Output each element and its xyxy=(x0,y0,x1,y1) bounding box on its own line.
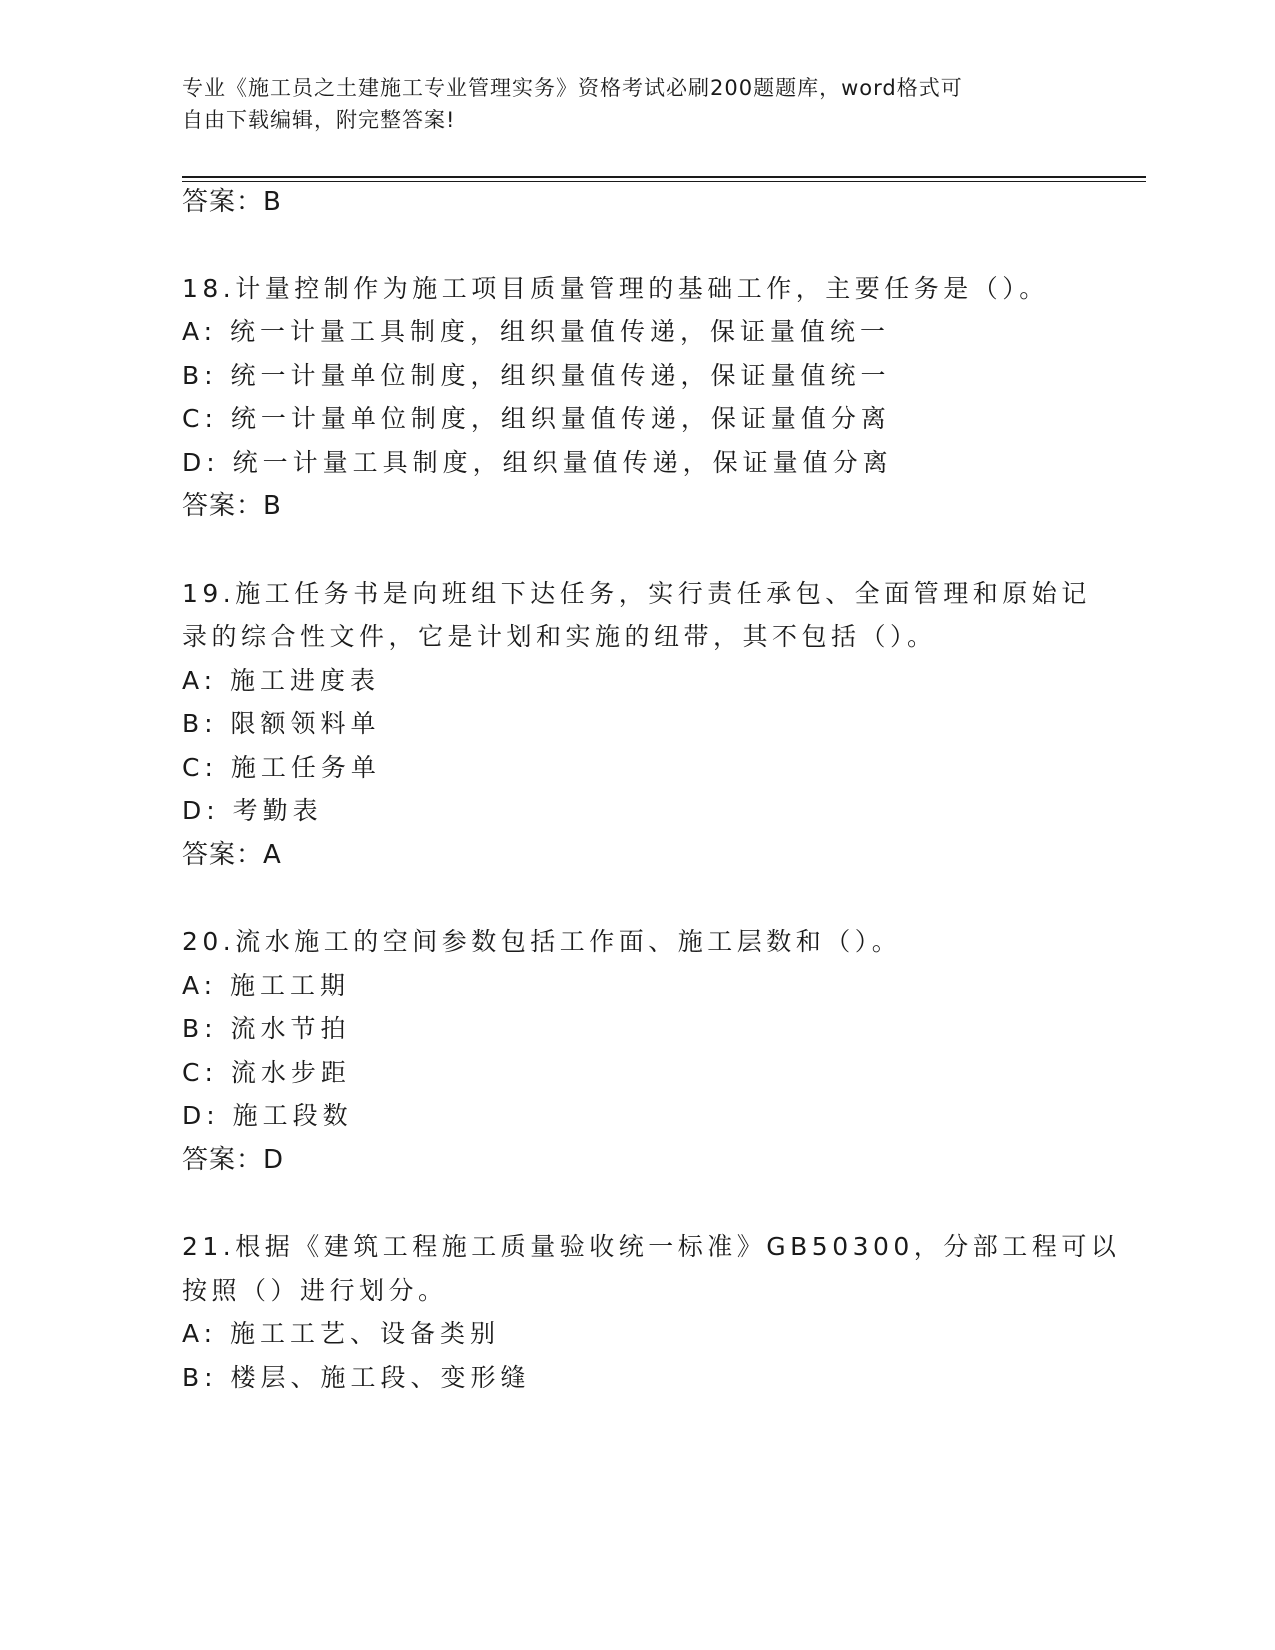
question-18: 18.计量控制作为施工项目质量管理的基础工作，主要任务是（）。 xyxy=(182,274,1049,303)
question-21-line-2: 按照（）进行划分。 xyxy=(182,1276,448,1305)
q20-option-c: C: 流水步距 xyxy=(182,1058,351,1087)
document-header xyxy=(182,72,1052,136)
q20-option-a: A: 施工工期 xyxy=(182,971,351,1000)
q18-option-c: C: 统一计量单位制度，组织量值传递，保证量值分离 xyxy=(182,404,891,433)
q21-option-b: B: 楼层、施工段、变形缝 xyxy=(182,1363,531,1392)
q19-option-b: B: 限额领料单 xyxy=(182,709,381,738)
header-divider xyxy=(182,176,1146,178)
q18-option-b: B: 统一计量单位制度，组织量值传递，保证量值统一 xyxy=(182,361,891,390)
answer-17: 答案：B xyxy=(182,187,282,217)
q19-option-d: D: 考勤表 xyxy=(182,796,323,825)
q20-option-d: D: 施工段数 xyxy=(182,1101,353,1130)
question-19-line-1: 19.施工任务书是向班组下达任务，实行责任承包、全面管理和原始记 xyxy=(182,579,1091,608)
question-19-line-2: 录的综合性文件，它是计划和实施的纽带，其不包括（）。 xyxy=(182,622,937,651)
answer-18: 答案：B xyxy=(182,491,282,521)
question-20: 20.流水施工的空间参数包括工作面、施工层数和（）。 xyxy=(182,927,902,956)
q19-option-a: A: 施工进度表 xyxy=(182,666,381,695)
header-line-1: 专业《施工员之土建施工专业管理实务》资格考试必刷200题题库，word格式可 xyxy=(182,76,963,100)
answer-19: 答案：A xyxy=(182,840,282,870)
question-21-line-1: 21.根据《建筑工程施工质量验收统一标准》GB50300，分部工程可以 xyxy=(182,1232,1121,1261)
header-divider-thin xyxy=(182,181,1146,182)
q19-option-c: C: 施工任务单 xyxy=(182,753,381,782)
q21-option-a: A: 施工工艺、设备类别 xyxy=(182,1319,501,1348)
header-line-2: 自由下载编辑，附完整答案! xyxy=(182,108,456,132)
answer-20: 答案：D xyxy=(182,1145,285,1175)
q18-option-d: D: 统一计量工具制度，组织量值传递，保证量值分离 xyxy=(182,448,893,477)
q18-option-a: A: 统一计量工具制度，组织量值传递，保证量值统一 xyxy=(182,317,891,346)
q20-option-b: B: 流水节拍 xyxy=(182,1014,351,1043)
